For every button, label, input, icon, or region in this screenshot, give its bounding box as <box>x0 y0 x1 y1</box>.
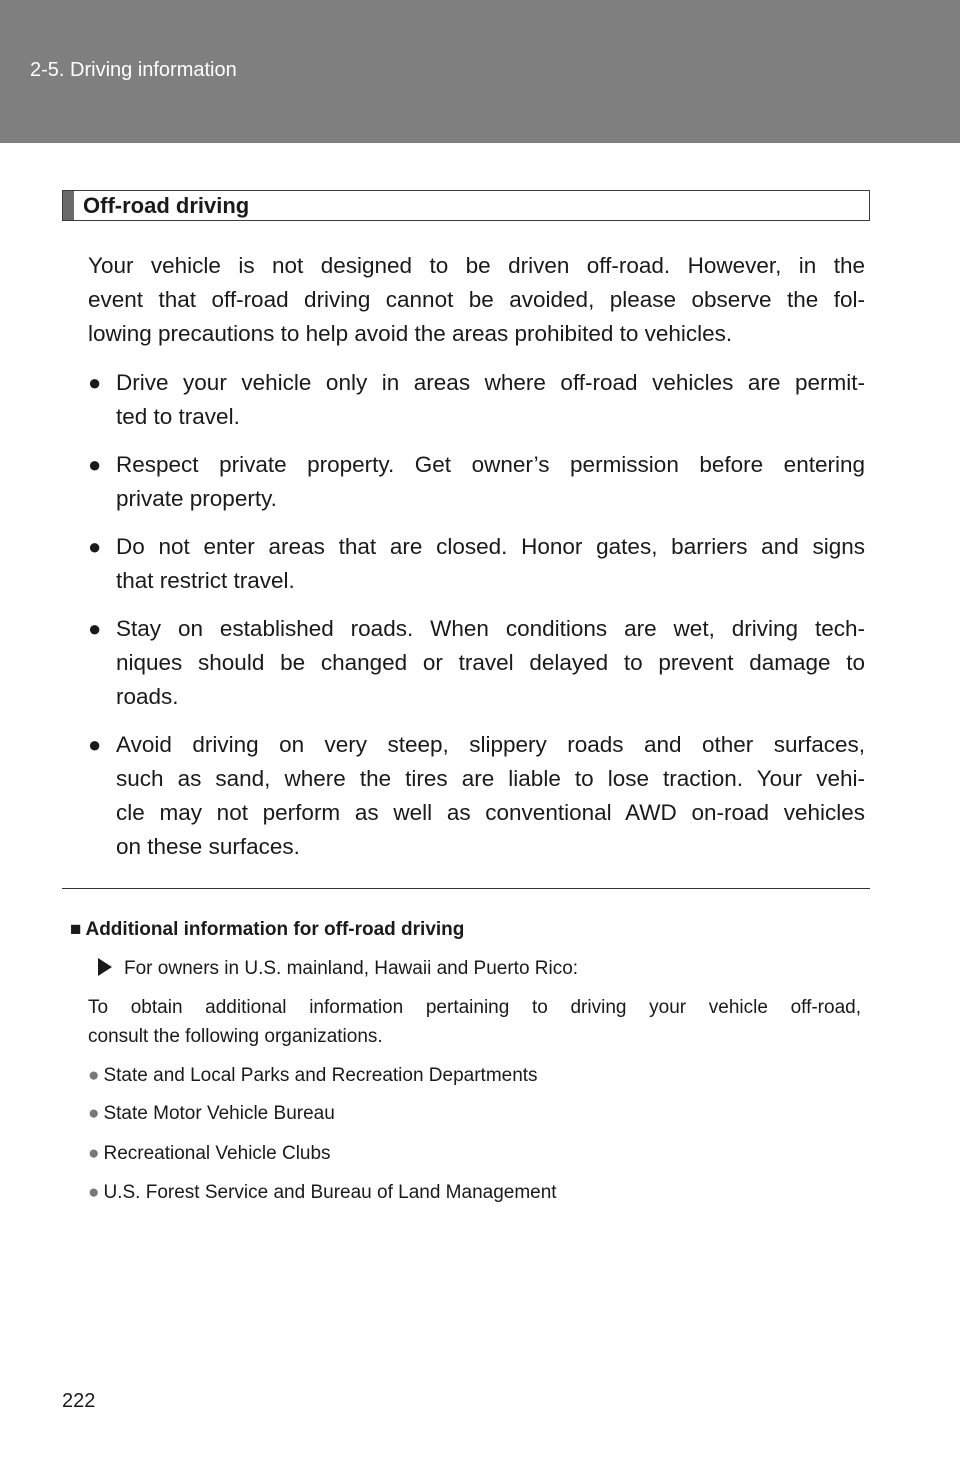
list-item-text: Respect private property. Get owner’s permission before entering <box>116 452 865 477</box>
note-list-item <box>88 1181 557 1205</box>
bullet-icon: ● <box>88 452 102 477</box>
list-item-text: ted to travel. <box>116 404 240 429</box>
region-label-text: For owners in U.S. mainland, Hawaii and Puerto Rico: <box>124 958 579 979</box>
intro-line: Your vehicle is not designed to be driven off-road. However, in the <box>88 253 865 278</box>
note-heading-text: Additional information for off-road driving <box>85 919 465 940</box>
note-text-line: consult the following organizations. <box>88 1026 383 1047</box>
bullet-icon: ● <box>88 534 102 559</box>
note-list-item <box>88 1142 331 1166</box>
bullet-icon: ● <box>88 732 102 757</box>
note-text-line: To obtain additional information pertaining to driving your vehicle off-road, <box>88 997 861 1018</box>
list-item-text: roads. <box>116 684 179 709</box>
list-item-text: Drive your vehicle only in areas where off-road vehicles are permit- <box>116 370 865 395</box>
list-item-text: such as sand, where the tires are liable to lose traction. Your vehi- <box>116 766 865 791</box>
list-item-text: private property. <box>116 486 277 511</box>
heading-accent-bar <box>63 191 74 220</box>
page-header <box>0 0 960 143</box>
note-list-item-text: Recreational Vehicle Clubs <box>103 1143 331 1164</box>
arrow-right-icon <box>98 958 112 976</box>
note-list-item <box>88 1102 335 1126</box>
intro-line: lowing precautions to help avoid the areas prohibited to vehicles. <box>88 321 733 346</box>
list-item-text: niques should be changed or travel delayed to prevent damage to <box>116 650 865 675</box>
list-item-text: Stay on established roads. When conditions are wet, driving tech- <box>116 616 865 641</box>
section-title: Off-road driving <box>83 193 250 218</box>
list-item-text: on these surfaces. <box>116 834 300 859</box>
list-item-text: Do not enter areas that are closed. Honor gates, barriers and signs <box>116 534 865 559</box>
square-marker-icon: ■ <box>70 919 82 940</box>
bullet-icon: ● <box>88 1182 100 1203</box>
bullet-icon: ● <box>88 1065 100 1086</box>
bullet-icon: ● <box>88 1143 100 1164</box>
note-heading <box>70 918 464 942</box>
bullet-icon: ● <box>88 1103 100 1124</box>
bullet-icon: ● <box>88 616 102 641</box>
page-number: 222 <box>62 1390 96 1412</box>
list-item-text: that restrict travel. <box>116 568 295 593</box>
note-list-item-text: State and Local Parks and Recreation Departments <box>103 1065 538 1086</box>
section-label: 2-5. Driving information <box>30 59 237 81</box>
bullet-icon: ● <box>88 370 102 395</box>
section-heading <box>62 190 870 221</box>
region-label <box>88 957 578 981</box>
note-list-item-text: State Motor Vehicle Bureau <box>103 1103 335 1124</box>
intro-line: event that off-road driving cannot be avoided, please observe the fol- <box>88 287 865 312</box>
section-divider <box>62 888 870 889</box>
list-item-text: Avoid driving on very steep, slippery roads and other surfaces, <box>116 732 865 757</box>
note-list-item <box>88 1064 538 1088</box>
list-item-text: cle may not perform as well as conventional AWD on-road vehicles <box>116 800 865 825</box>
note-list-item-text: U.S. Forest Service and Bureau of Land Management <box>103 1182 557 1203</box>
